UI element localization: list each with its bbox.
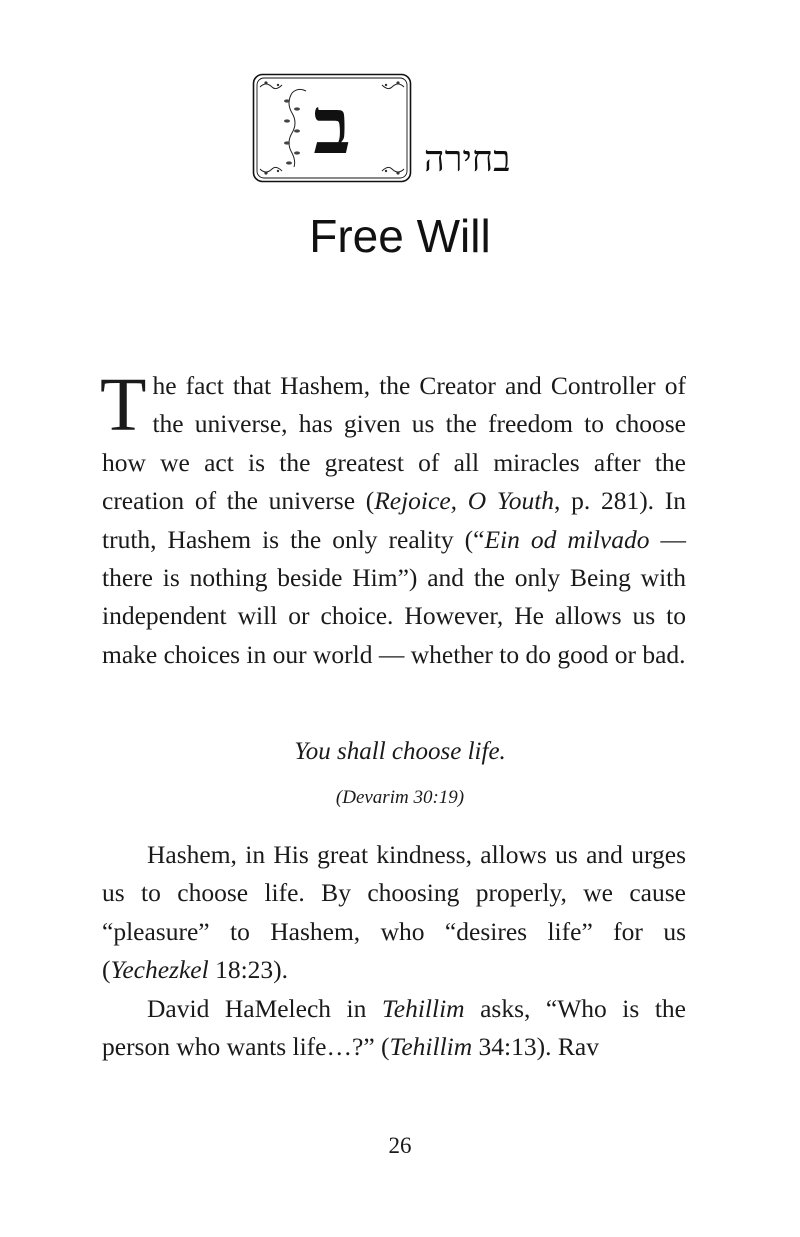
paragraph-2-text-a: Hashem, in His great kindness, allows us and urges us to choose life. By choosing properly, we cause “pleasure” to Hashem, who “desires life” for us (	[102, 840, 686, 985]
paragraph-3	[102, 990, 686, 1067]
page-number: 26	[388, 1133, 412, 1158]
paragraph-3-text-a: David HaMelech in	[147, 993, 382, 1023]
chapter-letter-frame	[252, 73, 412, 183]
paragraph-1-text-b: , p. 281). In truth, Hashem is the only reality (“	[102, 486, 686, 554]
paragraph-1-italic-a: Rejoice, O Youth	[374, 486, 555, 516]
paragraph-1	[100, 363, 686, 674]
paragraph-1-text-a: he fact that Hashem, the Creator and Controller of the universe, has given us the freedom to choose how we act is the greatest of all miracles after the creation of the universe (	[102, 371, 686, 516]
verse-source: (Devarim 30:19)	[335, 787, 465, 808]
paragraph-3-italic-a: Tehillim	[381, 993, 465, 1023]
paragraph-2-italic: Yechezkel	[110, 955, 209, 985]
paragraph-3-text-c: 34:13). Rav	[472, 1032, 599, 1062]
chapter-title: Free Will	[309, 210, 491, 262]
verse-quote: You shall choose life.	[294, 738, 506, 765]
paragraph-3-italic-b: Tehillim	[389, 1032, 473, 1062]
paragraph-2-text-b: 18:23).	[208, 955, 289, 985]
paragraph-2	[102, 836, 686, 990]
paragraph-3-text-b: asks, “Who is the person who wants life…?” (	[102, 993, 686, 1062]
hebrew-chapter-title: בחירה	[424, 139, 511, 180]
paragraph-1-text-c: — there is nothing beside Him”) and the only Being with independent will or choice. However, He allows us to make choices in our world — whether to do good or bad.	[102, 524, 686, 669]
paragraph-1-italic-b: Ein od milvado	[484, 524, 650, 554]
chapter-letter: ב	[313, 81, 351, 172]
drop-cap: T	[100, 363, 147, 447]
body-text-lower	[102, 836, 686, 1066]
